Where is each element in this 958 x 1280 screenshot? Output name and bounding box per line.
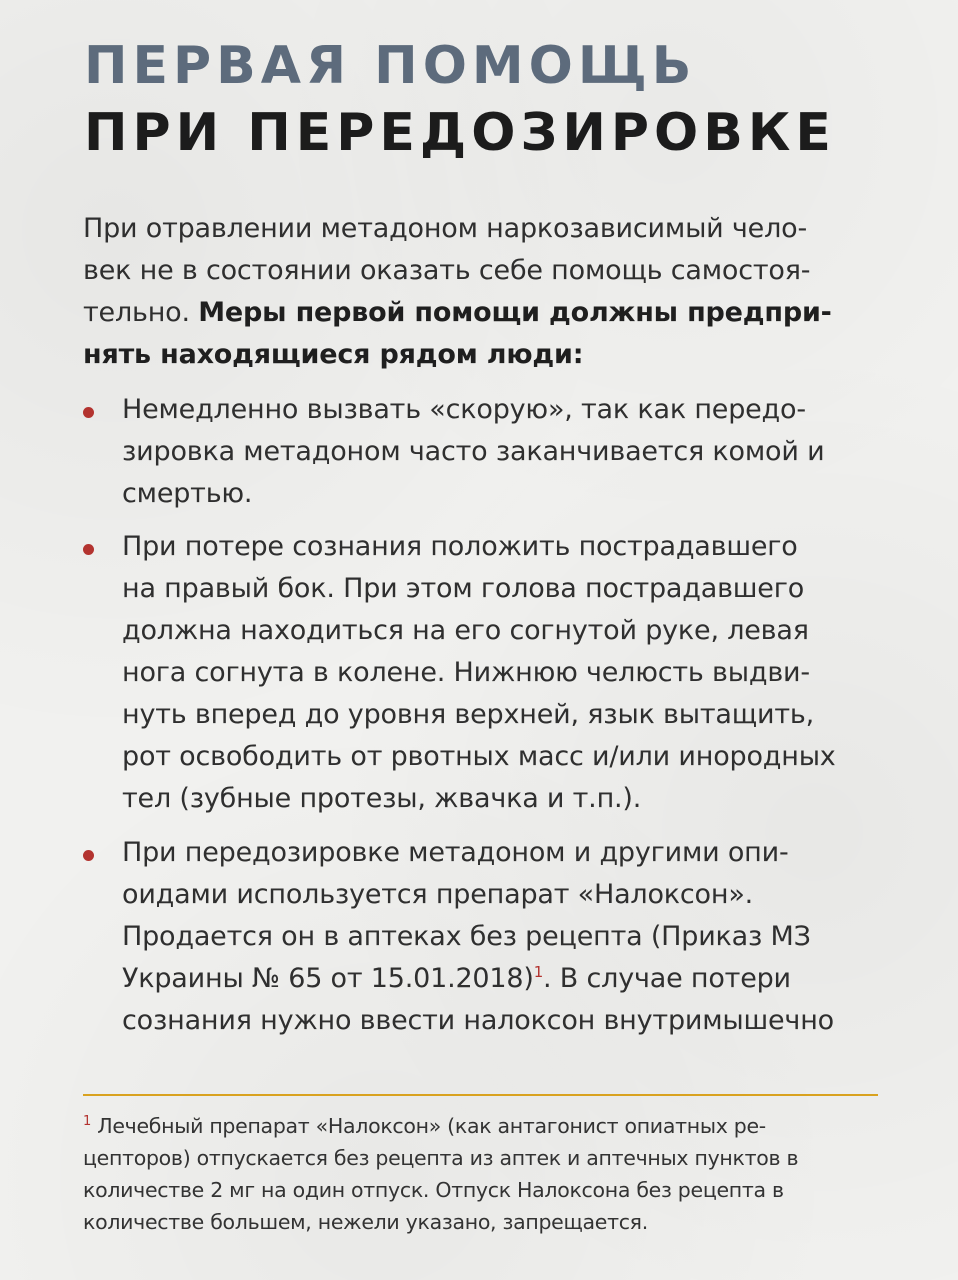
footnote-text: Лечебный препарат «Налоксон» (как антагонист опиатных ре- [90, 1114, 766, 1138]
footnote-line [83, 1110, 883, 1142]
list-item-line: Немедленно вызвать «скорую», так как передо- [122, 394, 806, 425]
list-item-line: Продается он в аптеках без рецепта (Приказ МЗ [122, 921, 811, 952]
list-item-line: на правый бок. При этом голова пострадавшего [122, 573, 805, 604]
intro-line [83, 334, 883, 376]
list-item-text [122, 832, 892, 1042]
footnote-divider [83, 1094, 878, 1096]
list-item-line: тел (зубные протезы, жвачка и т.п.). [122, 783, 642, 814]
list-item-line: При передозировке метадоном и другими опи- [122, 837, 789, 868]
footnote [83, 1110, 883, 1238]
list-item-line: должна находиться на его согнутой руке, левая [122, 615, 809, 646]
footnote-line: количестве большем, нежели указано, запрещается. [83, 1210, 648, 1234]
list-item-line: рот освободить от рвотных масс и/или инородных [122, 741, 836, 772]
list-item-text-part: Украины № 65 от 15.01.2018) [122, 963, 534, 994]
list-item-text-part: . В случае потери [543, 963, 791, 994]
intro-emphasis: нять находящиеся рядом люди: [83, 339, 584, 370]
page-title-line-1: ПЕРВАЯ ПОМОЩЬ [84, 36, 697, 96]
footnote-reference[interactable]: 1 [533, 963, 544, 981]
page-title-line-2: ПРИ ПЕРЕДОЗИРОВКЕ [84, 103, 836, 163]
footnote-line: цепторов) отпускается без рецепта из аптек и аптечных пунктов в [83, 1146, 799, 1170]
footnote-marker: 1 [83, 1114, 91, 1130]
list-item-line: При потере сознания положить пострадавшего [122, 531, 798, 562]
list-item-line: сознания нужно ввести налоксон внутримышечно [122, 1005, 834, 1036]
bullet-dot-icon [83, 407, 94, 418]
list-item-text [122, 389, 892, 515]
intro-line: век не в состоянии оказать себе помощь самостоя- [83, 255, 811, 286]
list-item-line: нога согнута в колене. Нижнюю челюсть выдви- [122, 657, 810, 688]
list-item-line: смертью. [122, 478, 253, 509]
intro-paragraph [83, 208, 883, 376]
bullet-dot-icon [83, 850, 94, 861]
list-item-line: зировка метадоном часто заканчивается комой и [122, 436, 825, 467]
list-item-line: нуть вперед до уровня верхней, язык вытащить, [122, 699, 814, 730]
footnote-line: количестве 2 мг на один отпуск. Отпуск Налоксона без рецепта в [83, 1178, 784, 1202]
list-item-line [122, 958, 892, 1000]
intro-line [83, 292, 883, 334]
intro-emphasis: Меры первой помощи должны предпри- [198, 297, 832, 328]
intro-text: тельно. [83, 297, 199, 328]
list-item-text [122, 526, 892, 820]
intro-line: При отравлении метадоном наркозависимый чело- [83, 213, 807, 244]
list-item-line: оидами используется препарат «Налоксон». [122, 879, 754, 910]
bullet-dot-icon [83, 544, 94, 555]
